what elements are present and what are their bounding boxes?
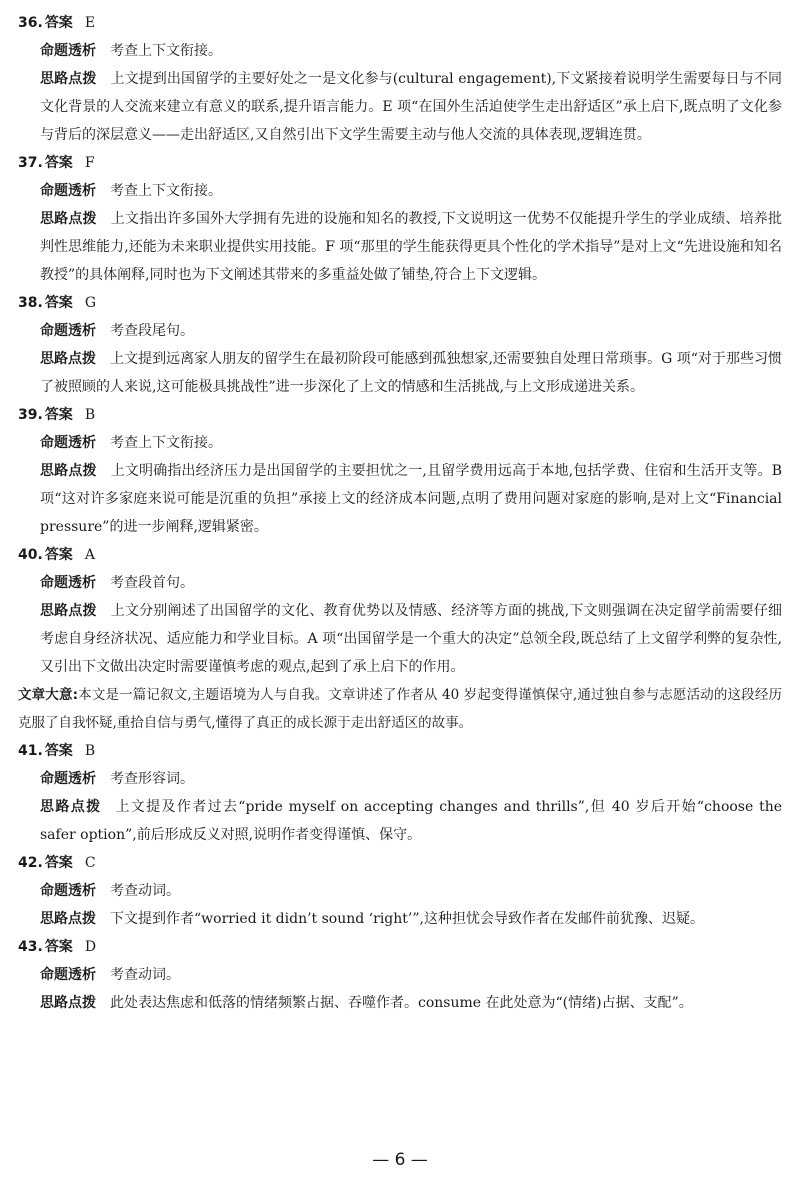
analysis-label: 命题透析 <box>40 183 96 199</box>
question-number: 41. <box>18 743 43 759</box>
answer-value: B <box>84 743 96 759</box>
hint-text: 上文提到远离家人朋友的留学生在最初阶段可能感到孤独想家,还需要独自处理日常琐事。G 项“对于那些习惯了被照顾的人来说,这可能极具挑战性”进一步深化了上文的情感和生活挑战,与上文形成递进关系。 <box>40 351 782 395</box>
question-block-36 <box>18 9 782 149</box>
hint-text: 下文提到作者“worried it didn’t sound ‘right’”,这种担忧会导致作者在发邮件前犹豫、迟疑。 <box>110 911 704 927</box>
hint-row <box>40 205 782 289</box>
analysis-label: 命题透析 <box>40 43 96 59</box>
question-header <box>18 933 782 961</box>
analysis-label: 命题透析 <box>40 771 96 787</box>
answer-value: A <box>84 547 95 563</box>
question-number: 39. <box>18 407 43 423</box>
analysis-row <box>40 429 782 457</box>
article-summary <box>18 681 782 737</box>
question-header <box>18 149 782 177</box>
question-block-42 <box>18 849 782 933</box>
hint-label: 思路点拨 <box>40 351 97 367</box>
question-number: 37. <box>18 155 43 171</box>
answer-label: 答案 <box>44 155 73 171</box>
hint-text: 此处表达焦虑和低落的情绪频繁占据、吞噬作者。consume 在此处意为“(情绪)占据、支配”。 <box>110 995 693 1011</box>
answer-value: E <box>84 15 96 31</box>
question-header <box>18 289 782 317</box>
hint-text: 上文提及作者过去“pride myself on accepting changes and thrills”,但 40 岁后开始“choose the safer option”,前后形成反义对照,说明作者变得谨慎、保守。 <box>40 799 783 843</box>
answer-label: 答案 <box>44 15 73 31</box>
analysis-row <box>40 569 782 597</box>
hint-text: 上文提到出国留学的主要好处之一是文化参与(cultural engagement),下文紧接着说明学生需要每日与不同文化背景的人交流来建立有意义的联系,提升语言能力。E 项“在国外生活迫使学生走出舒适区”承上启下,既点明了文化参与背后的深层意义——走出舒适区,又自然引出下文学生需要主动与他人交流的具体表现,逻辑连贯。 <box>40 71 782 143</box>
answer-value: D <box>84 939 97 955</box>
page-number: — 6 — <box>372 1150 428 1170</box>
hint-row <box>40 793 782 849</box>
analysis-row <box>40 177 782 205</box>
hint-row <box>40 345 782 401</box>
question-header <box>18 401 782 429</box>
question-number: 38. <box>18 295 43 311</box>
hint-label: 思路点拨 <box>40 799 102 815</box>
question-header <box>18 541 782 569</box>
question-number: 43. <box>18 939 43 955</box>
hint-label: 思路点拨 <box>40 211 97 227</box>
hint-row <box>40 989 782 1017</box>
question-header <box>18 737 782 765</box>
hint-text: 上文指出许多国外大学拥有先进的设施和知名的教授,下文说明这一优势不仅能提升学生的学业成绩、培养批判性思维能力,还能为未来职业提供实用技能。F 项“那里的学生能获得更具个性化的学术指导”是对上文“先进设施和知名教授”的具体阐释,同时也为下文阐述其带来的多重益处做了铺垫,符合上下文逻辑。 <box>40 211 782 283</box>
question-block-37 <box>18 149 782 289</box>
summary-text: 本文是一篇记叙文,主题语境为人与自我。文章讲述了作者从 40 岁起变得谨慎保守,通过独自参与志愿活动的这段经历克服了自我怀疑,重拾自信与勇气,懂得了真正的成长源于走出舒适区的故事。 <box>18 687 782 731</box>
hint-label: 思路点拨 <box>40 995 96 1011</box>
analysis-label: 命题透析 <box>40 967 96 983</box>
analysis-text: 考查段首句。 <box>110 575 194 591</box>
analysis-text: 考查上下文衔接。 <box>110 183 222 199</box>
hint-label: 思路点拨 <box>40 603 97 619</box>
question-number: 36. <box>18 15 43 31</box>
hint-row <box>40 905 782 933</box>
hint-text: 上文分别阐述了出国留学的文化、教育优势以及情感、经济等方面的挑战,下文则强调在决定留学前需要仔细考虑自身经济状况、适应能力和学业目标。A 项“出国留学是一个重大的决定”总领全段,既总结了上文留学利弊的复杂性,又引出下文做出决定时需要谨慎考虑的观点,起到了承上启下的作用。 <box>40 603 782 675</box>
answer-label: 答案 <box>44 295 73 311</box>
hint-label: 思路点拨 <box>40 911 96 927</box>
answer-value: F <box>84 155 95 171</box>
summary-label: 文章大意: <box>18 687 79 703</box>
analysis-row <box>40 877 782 905</box>
question-block-39 <box>18 401 782 541</box>
question-number: 40. <box>18 547 43 563</box>
analysis-text: 考查动词。 <box>110 967 180 983</box>
answer-label: 答案 <box>44 855 73 871</box>
analysis-label: 命题透析 <box>40 435 96 451</box>
hint-label: 思路点拨 <box>40 71 97 87</box>
analysis-text: 考查上下文衔接。 <box>110 43 222 59</box>
analysis-row <box>40 317 782 345</box>
hint-row <box>40 457 782 541</box>
question-header <box>18 9 782 37</box>
analysis-text: 考查上下文衔接。 <box>110 435 222 451</box>
analysis-label: 命题透析 <box>40 323 96 339</box>
analysis-row <box>40 37 782 65</box>
analysis-text: 考查动词。 <box>110 883 180 899</box>
answer-label: 答案 <box>44 407 73 423</box>
question-block-41 <box>18 737 782 849</box>
answer-value: B <box>84 407 96 423</box>
question-block-43 <box>18 933 782 1017</box>
analysis-row <box>40 961 782 989</box>
analysis-label: 命题透析 <box>40 575 96 591</box>
analysis-label: 命题透析 <box>40 883 96 899</box>
answer-label: 答案 <box>44 547 73 563</box>
hint-text: 上文明确指出经济压力是出国留学的主要担忧之一,且留学费用远高于本地,包括学费、住宿和生活开支等。B 项“这对许多家庭来说可能是沉重的负担”承接上文的经济成本问题,点明了费用问题对家庭的影响,是对上文“Financial pressure”的进一步阐释,逻辑紧密。 <box>40 463 783 535</box>
question-block-40 <box>18 541 782 681</box>
answer-label: 答案 <box>44 743 73 759</box>
answer-label: 答案 <box>44 939 73 955</box>
question-header <box>18 849 782 877</box>
answer-value: C <box>84 855 96 871</box>
analysis-text: 考查段尾句。 <box>110 323 194 339</box>
analysis-text: 考查形容词。 <box>110 771 194 787</box>
question-block-38 <box>18 289 782 401</box>
answer-value: G <box>84 295 96 311</box>
hint-row <box>40 65 782 149</box>
hint-label: 思路点拨 <box>40 463 97 479</box>
question-number: 42. <box>18 855 43 871</box>
hint-row <box>40 597 782 681</box>
analysis-row <box>40 765 782 793</box>
